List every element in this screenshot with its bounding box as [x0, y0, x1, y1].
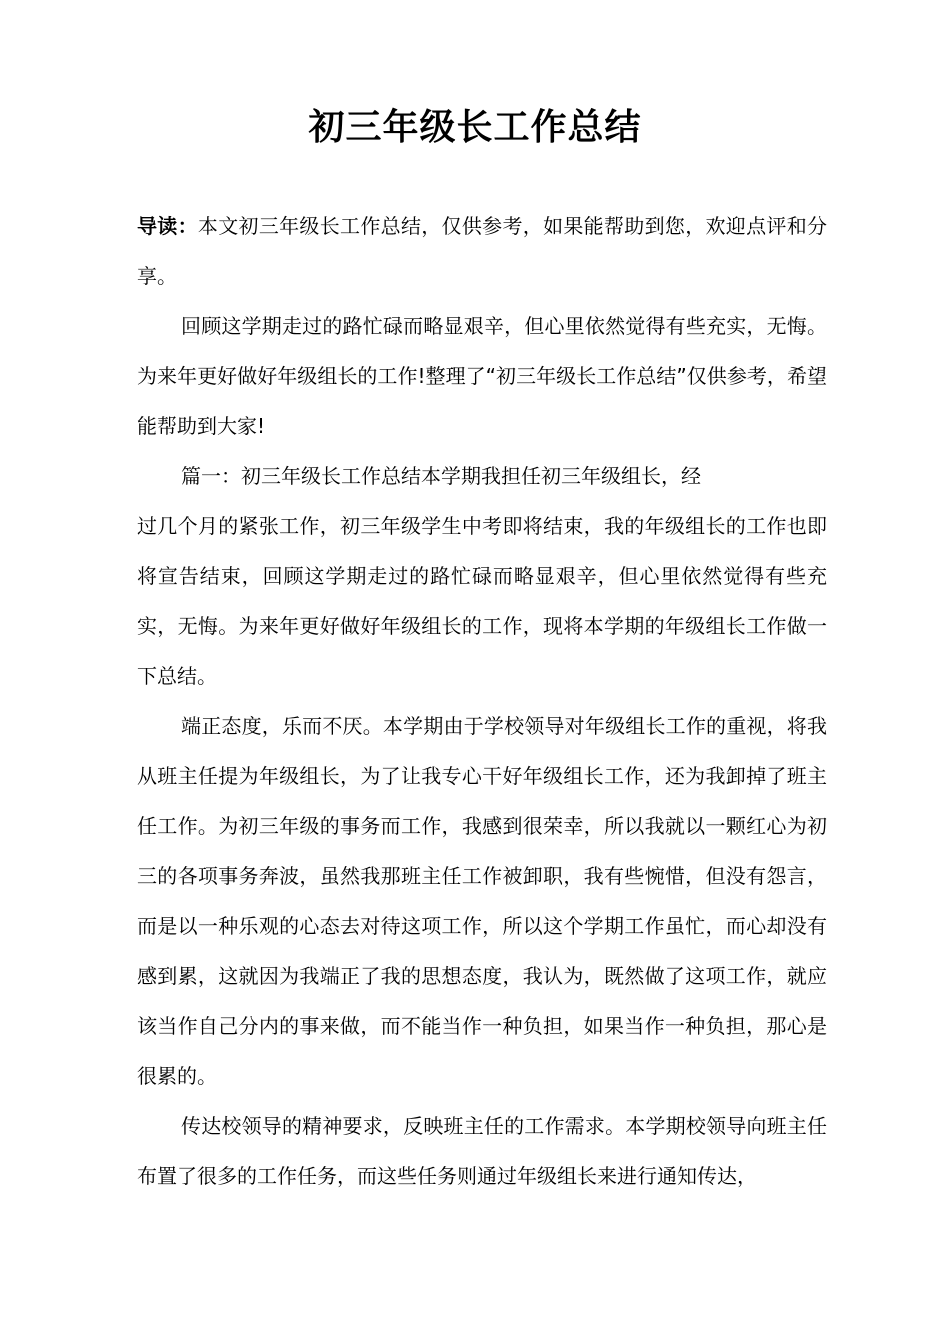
intro-text: 本文初三年级长工作总结，仅供参考，如果能帮助到您，欢迎点评和分享。: [137, 214, 828, 288]
document-body: [137, 201, 827, 1201]
paragraph-part-one-heading: 篇一：初三年级长工作总结本学期我担任初三年级组长，经: [181, 464, 701, 488]
paragraph-attitude: 端正态度，乐而不厌。本学期由于学校领导对年级组长工作的重视，将我从班主任提为年级组长，为了让我专心干好年级组长工作，还为我卸掉了班主任工作。为初三年级的事务而工作，我感到很荣幸，所以我就以一颗红心为初三的各项事务奔波，虽然我那班主任工作被卸职，我有些惋惜，但没有怨言，而是以一种乐观的心态去对待这项工作，所以这个学期工作虽忙，而心却没有感到累，这就因为我端正了我的思想态度，我认为，既然做了这项工作，就应该当作自己分内的事来做，而不能当作一种负担，如果当作一种负担，那心是很累的。: [137, 714, 827, 1088]
paragraph-communication: 传达校领导的精神要求，反映班主任的工作需求。本学期校领导向班主任布置了很多的工作任务，而这些任务则通过年级组长来进行通知传达，: [137, 1114, 827, 1188]
paragraph-part-one-body: 过几个月的紧张工作，初三年级学生中考即将结束，我的年级组长的工作也即将宣告结束，回顾这学期走过的路忙碌而略显艰辛，但心里依然觉得有些充实，无悔。为来年更好做好年级组长的工作，现将本学期的年级组长工作做一下总结。: [137, 514, 827, 688]
page-title: 初三年级长工作总结: [308, 107, 642, 148]
intro-paragraph: [137, 201, 827, 301]
intro-label: 导读：: [137, 214, 198, 238]
paragraph-preface: 回顾这学期走过的路忙碌而略显艰辛，但心里依然觉得有些充实，无悔。为来年更好做好年级组长的工作!整理了“初三年级长工作总结”仅供参考，希望能帮助到大家!: [137, 314, 827, 438]
